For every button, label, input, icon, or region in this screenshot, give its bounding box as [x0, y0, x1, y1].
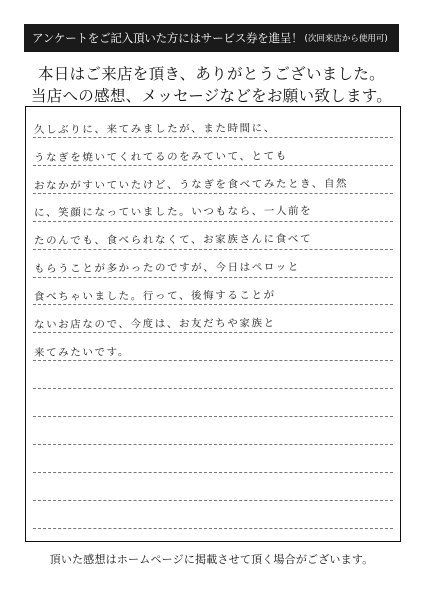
ruled-line	[33, 304, 393, 305]
ruled-line	[33, 221, 393, 222]
ruled-line	[33, 388, 393, 389]
footer-notice: 頂いた感想はホームページに掲載させて頂く場合がございます。	[49, 553, 374, 566]
handwritten-line-5: たのんでも、食べられなくて、お家族さんに食べて	[33, 233, 313, 248]
handwritten-line-1: 久しぶりに、来てみましたが、また時間に、	[33, 122, 276, 137]
handwritten-line-8: ないお店なので、今度は、お友だちや家族と	[33, 317, 276, 332]
ruled-line	[33, 249, 393, 250]
thanks-heading: 本日はご来店を頂き、ありがとうございました。	[38, 65, 385, 83]
promo-banner-note: (次回来店から使用可)	[304, 34, 388, 44]
handwritten-line-7: 食べちゃいました。行って、後悔することが	[33, 289, 276, 304]
ruled-line	[33, 193, 393, 194]
ruled-line	[33, 360, 393, 361]
ruled-line	[33, 472, 393, 473]
request-heading: 当店への感想、メッセージなどをお願い致します。	[30, 87, 393, 105]
handwritten-line-9: 来てみたいです。	[33, 346, 130, 360]
handwritten-line-6: もらうことが多かったのですが、今日はペロッと	[33, 261, 300, 276]
handwritten-line-3: おなかがすいていたけど、うなぎを食べてみたとき、自然	[33, 177, 349, 193]
handwritten-line-4: に、笑顔になっていました。いつもなら、一人前を	[33, 205, 313, 220]
ruled-line	[33, 332, 393, 333]
ruled-line	[33, 277, 393, 278]
ruled-line	[33, 416, 393, 417]
ruled-line	[33, 444, 393, 445]
comment-box	[25, 106, 401, 542]
ruled-line	[33, 137, 393, 138]
handwritten-line-2: うなぎを焼いてくれてるのをみていて、とても	[33, 150, 288, 165]
ruled-line	[33, 165, 393, 166]
promo-banner-text: アンケートをご記入頂いた方にはサービス券を進呈！	[32, 31, 303, 45]
ruled-line	[33, 528, 393, 529]
promo-banner	[24, 24, 399, 52]
ruled-line	[33, 500, 393, 501]
